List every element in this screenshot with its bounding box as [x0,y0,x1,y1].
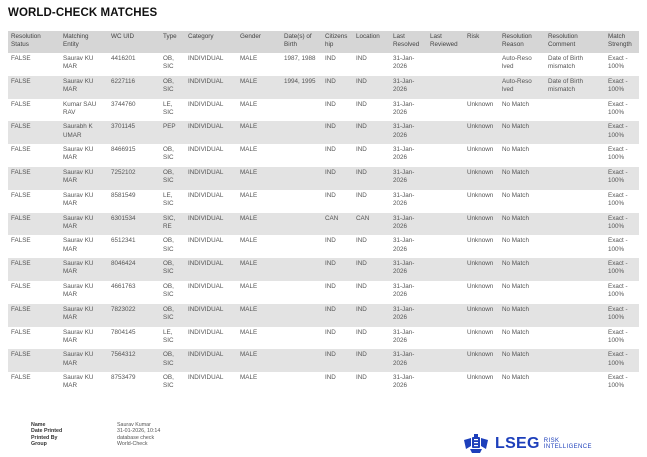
cell-gender: MALE [237,99,281,122]
table-row[interactable] [8,349,639,372]
table-row[interactable] [8,76,639,99]
cell-resolution-status: FALSE [8,372,60,395]
footer-name-label: Name [31,422,46,428]
cell-wc-uid: 6512341 [108,235,160,258]
cell-risk: Unknown [464,281,499,304]
cell-last-resolved: 31-Jan-2026 [390,121,427,144]
cell-wc-uid: 3701145 [108,121,160,144]
cell-last-reviewed [427,258,464,281]
cell-matching-entity: Saurabh K UMAR [60,121,108,144]
cell-matching-entity: Saurav KU MAR [60,235,108,258]
cell-location: IND [353,235,390,258]
cell-citizenship: IND [322,167,353,190]
cell-matching-entity: Saurav KU MAR [60,213,108,236]
cell-risk: Unknown [464,349,499,372]
cell-citizenship: IND [322,281,353,304]
cell-resolution-status: FALSE [8,304,60,327]
cell-matching-entity: Saurav KU MAR [60,76,108,99]
cell-match-strength: Exact - 100% [605,76,639,99]
cell-category: INDIVIDUAL [185,372,237,395]
cell-dob [281,167,322,190]
cell-gender: MALE [237,304,281,327]
cell-matching-entity: Saurav KU MAR [60,349,108,372]
cell-risk: Unknown [464,327,499,350]
cell-dob [281,372,322,395]
cell-location: IND [353,144,390,167]
cell-match-strength: Exact - 100% [605,281,639,304]
cell-match-strength: Exact - 100% [605,235,639,258]
cell-resolution-reason: Auto-Reso lved [499,53,545,76]
table-row[interactable] [8,53,639,76]
cell-type: OB, SIC [160,281,185,304]
cell-match-strength: Exact - 100% [605,167,639,190]
cell-category: INDIVIDUAL [185,144,237,167]
cell-resolution-reason: No Match [499,167,545,190]
table-row[interactable] [8,167,639,190]
cell-resolution-status: FALSE [8,53,60,76]
cell-resolution-reason: No Match [499,372,545,395]
cell-last-reviewed [427,190,464,213]
cell-last-reviewed [427,327,464,350]
cell-resolution-comment [545,167,605,190]
cell-resolution-reason: No Match [499,304,545,327]
cell-category: INDIVIDUAL [185,281,237,304]
table-row[interactable] [8,99,639,122]
col-header-type[interactable]: Type [160,31,185,53]
cell-citizenship: IND [322,53,353,76]
cell-citizenship: IND [322,327,353,350]
cell-type: LE, SIC [160,99,185,122]
col-header-resolution-reason[interactable]: Resolution Reason [499,31,545,53]
cell-last-resolved: 31-Jan-2026 [390,304,427,327]
cell-dob [281,213,322,236]
cell-resolution-comment [545,99,605,122]
col-header-matching-entity[interactable]: Matching Entity [60,31,108,53]
cell-match-strength: Exact - 100% [605,372,639,395]
cell-category: INDIVIDUAL [185,99,237,122]
cell-resolution-reason: No Match [499,121,545,144]
cell-wc-uid: 6301534 [108,213,160,236]
cell-last-reviewed [427,235,464,258]
footer-name-value: Saurav Kumar [117,422,151,428]
cell-resolution-status: FALSE [8,213,60,236]
cell-location: IND [353,167,390,190]
lseg-logo [461,433,592,455]
cell-resolution-status: FALSE [8,76,60,99]
cell-resolution-reason: No Match [499,99,545,122]
cell-category: INDIVIDUAL [185,53,237,76]
cell-last-resolved: 31-Jan-2026 [390,372,427,395]
col-header-gender[interactable]: Gender [237,31,281,53]
cell-resolution-reason: No Match [499,213,545,236]
footer-date-label: Date Printed [31,428,63,435]
cell-match-strength: Exact - 100% [605,190,639,213]
cell-resolution-comment [545,144,605,167]
cell-last-reviewed [427,76,464,99]
col-header-resolution-status[interactable]: Resolution Status [8,31,60,53]
cell-resolution-comment: Date of Birth mismatch [545,76,605,99]
cell-wc-uid: 7252102 [108,167,160,190]
cell-type: OB, SIC [160,304,185,327]
cell-wc-uid: 6227116 [108,76,160,99]
cell-dob [281,327,322,350]
cell-risk: Unknown [464,235,499,258]
cell-location: IND [353,349,390,372]
cell-type: LE, SIC [160,327,185,350]
cell-matching-entity: Saurav KU MAR [60,167,108,190]
cell-location: IND [353,190,390,213]
cell-last-resolved: 31-Jan-2026 [390,99,427,122]
cell-last-reviewed [427,144,464,167]
cell-type: OB, SIC [160,144,185,167]
cell-match-strength: Exact - 100% [605,121,639,144]
cell-wc-uid: 7823022 [108,304,160,327]
cell-resolution-reason: No Match [499,327,545,350]
cell-wc-uid: 4416201 [108,53,160,76]
cell-resolution-status: FALSE [8,121,60,144]
cell-resolution-comment [545,235,605,258]
cell-location: IND [353,99,390,122]
col-header-risk[interactable]: Risk [464,31,499,53]
cell-wc-uid: 7564312 [108,349,160,372]
cell-wc-uid: 8753479 [108,372,160,395]
table-row[interactable] [8,213,639,236]
cell-resolution-comment [545,258,605,281]
cell-risk: Unknown [464,144,499,167]
cell-match-strength: Exact - 100% [605,99,639,122]
cell-resolution-comment [545,121,605,144]
col-header-wc-uid[interactable]: WC UID [108,31,160,53]
cell-citizenship: IND [322,304,353,327]
cell-type: OB, SIC [160,349,185,372]
cell-category: INDIVIDUAL [185,304,237,327]
cell-wc-uid: 8581549 [108,190,160,213]
cell-citizenship: IND [322,144,353,167]
cell-wc-uid: 8046424 [108,258,160,281]
cell-dob [281,281,322,304]
cell-last-resolved: 31-Jan-2026 [390,235,427,258]
cell-last-resolved: 31-Jan-2026 [390,281,427,304]
cell-resolution-reason: Auto-Reso lved [499,76,545,99]
col-header-last-resolved[interactable]: Last Resolved [390,31,427,53]
cell-resolution-comment [545,372,605,395]
cell-citizenship: IND [322,190,353,213]
cell-resolution-status: FALSE [8,99,60,122]
cell-last-reviewed [427,372,464,395]
cell-type: OB, SIC [160,372,185,395]
cell-last-reviewed [427,167,464,190]
lseg-wordmark: LSEG [495,435,540,452]
cell-dob: 1994, 1995 [281,76,322,99]
cell-location: IND [353,53,390,76]
cell-resolution-status: FALSE [8,144,60,167]
cell-type: OB, SIC [160,76,185,99]
cell-type: OB, SIC [160,258,185,281]
col-header-location[interactable]: Location [353,31,390,53]
col-header-category[interactable]: Category [185,31,237,53]
cell-dob [281,121,322,144]
cell-matching-entity: Saurav KU MAR [60,327,108,350]
cell-gender: MALE [237,121,281,144]
table-row[interactable] [8,190,639,213]
cell-resolution-comment [545,281,605,304]
cell-resolution-comment [545,213,605,236]
col-header-last-reviewed[interactable]: Last Reviewed [427,31,464,53]
cell-wc-uid: 4661763 [108,281,160,304]
col-header-dob[interactable]: Date(s) of Birth [281,31,322,53]
cell-wc-uid: 7804145 [108,327,160,350]
cell-risk: Unknown [464,167,499,190]
cell-matching-entity: Saurav KU MAR [60,258,108,281]
cell-resolution-reason: No Match [499,235,545,258]
cell-gender: MALE [237,213,281,236]
cell-match-strength: Exact - 100% [605,258,639,281]
cell-last-resolved: 31-Jan-2026 [390,76,427,99]
cell-risk: Unknown [464,258,499,281]
cell-type: LE, SIC [160,190,185,213]
cell-last-reviewed [427,213,464,236]
cell-last-resolved: 31-Jan-2026 [390,167,427,190]
cell-risk: Unknown [464,190,499,213]
cell-matching-entity: Saurav KU MAR [60,372,108,395]
cell-type: OB, SIC [160,53,185,76]
cell-type: OB, SIC [160,167,185,190]
cell-dob [281,349,322,372]
cell-category: INDIVIDUAL [185,258,237,281]
footer-group-value: World-Check [117,440,148,447]
cell-location: IND [353,76,390,99]
cell-risk [464,53,499,76]
cell-category: INDIVIDUAL [185,235,237,258]
cell-match-strength: Exact - 100% [605,213,639,236]
cell-citizenship: CAN [322,213,353,236]
cell-match-strength: Exact - 100% [605,327,639,350]
cell-wc-uid: 8466915 [108,144,160,167]
cell-gender: MALE [237,167,281,190]
cell-risk: Unknown [464,213,499,236]
cell-matching-entity: Saurav KU MAR [60,190,108,213]
cell-gender: MALE [237,372,281,395]
cell-citizenship: IND [322,99,353,122]
cell-resolution-comment [545,190,605,213]
cell-resolution-status: FALSE [8,327,60,350]
cell-dob [281,190,322,213]
cell-matching-entity: Saurav KU MAR [60,53,108,76]
cell-last-resolved: 31-Jan-2026 [390,190,427,213]
cell-last-resolved: 31-Jan-2026 [390,349,427,372]
table-row[interactable] [8,327,639,350]
cell-risk: Unknown [464,121,499,144]
col-header-match-strength[interactable]: Match Strength [605,31,639,53]
cell-citizenship: IND [322,372,353,395]
cell-location: CAN [353,213,390,236]
cell-resolution-reason: No Match [499,258,545,281]
table-row[interactable] [8,235,639,258]
cell-wc-uid: 3744760 [108,99,160,122]
cell-last-resolved: 31-Jan-2026 [390,213,427,236]
cell-dob [281,304,322,327]
cell-resolution-status: FALSE [8,258,60,281]
cell-match-strength: Exact - 100% [605,304,639,327]
lseg-subtitle-line1: RISK [543,437,560,444]
cell-resolution-status: FALSE [8,167,60,190]
cell-location: IND [353,281,390,304]
cell-risk: Unknown [464,372,499,395]
cell-category: INDIVIDUAL [185,76,237,99]
footer-date-value: 31-01-2026, 10:14 [117,428,161,435]
cell-location: IND [353,304,390,327]
cell-risk: Unknown [464,99,499,122]
cell-last-reviewed [427,53,464,76]
cell-citizenship: IND [322,121,353,144]
cell-gender: MALE [237,258,281,281]
cell-resolution-status: FALSE [8,235,60,258]
cell-resolution-reason: No Match [499,190,545,213]
cell-match-strength: Exact - 100% [605,349,639,372]
cell-last-reviewed [427,281,464,304]
cell-location: IND [353,258,390,281]
cell-last-reviewed [427,121,464,144]
cell-category: INDIVIDUAL [185,121,237,144]
cell-dob [281,144,322,167]
cell-type: SIC, RE [160,213,185,236]
footer-printed-by-label: Printed By [31,434,58,441]
cell-citizenship: IND [322,349,353,372]
cell-location: IND [353,327,390,350]
footer-group-label: Group [31,440,47,447]
cell-resolution-reason: No Match [499,349,545,372]
cell-matching-entity: Saurav KU MAR [60,144,108,167]
cell-category: INDIVIDUAL [185,167,237,190]
cell-gender: MALE [237,76,281,99]
cell-risk [464,76,499,99]
cell-matching-entity: Saurav KU MAR [60,281,108,304]
cell-resolution-comment [545,304,605,327]
cell-last-resolved: 31-Jan-2026 [390,144,427,167]
cell-location: IND [353,372,390,395]
world-check-matches-table [8,31,639,395]
cell-resolution-status: FALSE [8,349,60,372]
cell-resolution-comment: Date of Birth mismatch [545,53,605,76]
page-title: WORLD-CHECK MATCHES [8,7,158,19]
cell-type: PEP [160,121,185,144]
cell-risk: Unknown [464,304,499,327]
cell-last-reviewed [427,349,464,372]
lseg-subtitle-line2: INTELLIGENCE [543,444,592,450]
cell-gender: MALE [237,144,281,167]
table-header-row [8,31,639,53]
cell-resolution-status: FALSE [8,190,60,213]
cell-matching-entity: Saurav KU MAR [60,304,108,327]
col-header-resolution-comment[interactable]: Resolution Comment [545,31,605,53]
lseg-subtitle [544,438,592,451]
cell-gender: MALE [237,190,281,213]
table-row[interactable] [8,258,639,281]
cell-category: INDIVIDUAL [185,327,237,350]
cell-citizenship: IND [322,258,353,281]
cell-match-strength: Exact - 100% [605,53,639,76]
cell-match-strength: Exact - 100% [605,144,639,167]
cell-type: OB, SIC [160,235,185,258]
cell-category: INDIVIDUAL [185,349,237,372]
table-row[interactable] [8,372,639,395]
cell-gender: MALE [237,53,281,76]
table-row[interactable] [8,281,639,304]
cell-category: INDIVIDUAL [185,190,237,213]
cell-resolution-reason: No Match [499,281,545,304]
cell-resolution-status: FALSE [8,281,60,304]
cell-last-resolved: 31-Jan-2026 [390,258,427,281]
cell-gender: MALE [237,327,281,350]
lseg-crest-icon [461,434,491,454]
table-row[interactable] [8,121,639,144]
table-row[interactable] [8,144,639,167]
table-row[interactable] [8,304,639,327]
cell-location: IND [353,121,390,144]
cell-gender: MALE [237,349,281,372]
cell-gender: MALE [237,235,281,258]
cell-resolution-reason: No Match [499,144,545,167]
cell-last-resolved: 31-Jan-2026 [390,327,427,350]
cell-dob: 1987, 1988 [281,53,322,76]
cell-last-resolved: 31-Jan-2026 [390,53,427,76]
cell-resolution-comment [545,327,605,350]
cell-citizenship: IND [322,235,353,258]
cell-last-reviewed [427,304,464,327]
footer-printed-by-value: database check [117,434,155,441]
cell-gender: MALE [237,281,281,304]
cell-last-reviewed [427,99,464,122]
cell-dob [281,99,322,122]
print-footer [31,422,207,447]
cell-resolution-comment [545,349,605,372]
col-header-citizenship[interactable]: Citizens hip [322,31,353,53]
cell-category: INDIVIDUAL [185,213,237,236]
cell-matching-entity: Kumar SAU RAV [60,99,108,122]
cell-citizenship: IND [322,76,353,99]
cell-dob [281,235,322,258]
cell-dob [281,258,322,281]
